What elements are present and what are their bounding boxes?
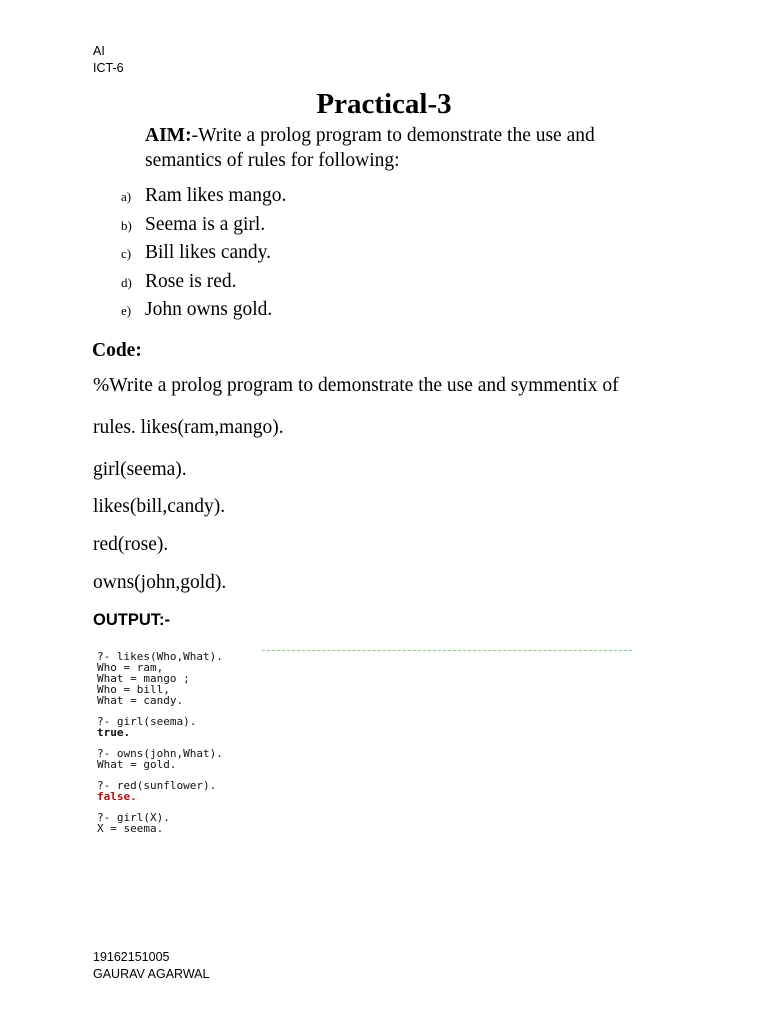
list-item (121, 214, 286, 243)
code-line: likes(bill,candy). (93, 496, 226, 517)
list-marker: a) (121, 189, 132, 204)
list-item-text: Rose is red. (145, 270, 237, 292)
aim-text: -Write a prolog program to demonstrate the use and semantics of rules for following: (145, 125, 595, 171)
console-line: ?- girl(seema). (97, 715, 197, 728)
list-item-text: Ram likes mango. (145, 185, 287, 206)
page-header (93, 43, 124, 77)
roll-number: 19162151005 (93, 950, 170, 964)
page-footer (93, 949, 209, 983)
console-result-false: false. (97, 790, 137, 803)
console-line: What = mango ; (97, 672, 190, 685)
console-line: ?- likes(Who,What). (97, 650, 223, 663)
code-line: rules. likes(ram,mango). (93, 417, 284, 438)
console-output (97, 651, 223, 834)
facts-list (121, 185, 286, 328)
code-line: %Write a prolog program to demonstrate the use and symmentix of (93, 375, 619, 396)
code-heading: Code: (92, 340, 142, 361)
list-item-text: Bill likes candy. (145, 242, 272, 263)
console-line: X = seema. (97, 822, 164, 835)
list-marker: b) (121, 217, 132, 233)
page-title: Practical-3 (316, 88, 452, 120)
code-line: girl(seema). (93, 459, 187, 480)
console-line: Who = ram, (97, 661, 164, 674)
console-line: Who = bill, (97, 683, 170, 696)
student-name: GAURAV AGARWAL (93, 967, 210, 981)
code-line: owns(john,gold). (93, 572, 227, 593)
list-item-text: Seema is a girl. (145, 213, 266, 235)
code-line: red(rose). (93, 534, 169, 555)
subject-label: AI (93, 44, 105, 58)
class-label: ICT-6 (93, 61, 124, 75)
console-line: What = gold. (97, 758, 177, 771)
list-item (121, 299, 286, 328)
console-result-true: true. (97, 726, 131, 739)
aim-label: AIM: (145, 125, 192, 146)
console-line: ?- red(sunflower). (97, 779, 217, 792)
list-marker: c) (121, 246, 132, 261)
list-marker: e) (121, 303, 132, 318)
console-line: ?- owns(john,What). (97, 747, 223, 760)
aim-paragraph (145, 123, 645, 173)
list-item (121, 185, 286, 214)
output-heading: OUTPUT:- (93, 611, 170, 629)
list-item-text: John owns gold. (145, 299, 273, 320)
list-item (121, 242, 286, 271)
list-marker: d) (121, 274, 132, 290)
list-item (121, 271, 286, 300)
console-line: ?- girl(X). (97, 811, 170, 824)
console-top-divider (262, 650, 632, 651)
console-line: What = candy. (97, 694, 184, 707)
